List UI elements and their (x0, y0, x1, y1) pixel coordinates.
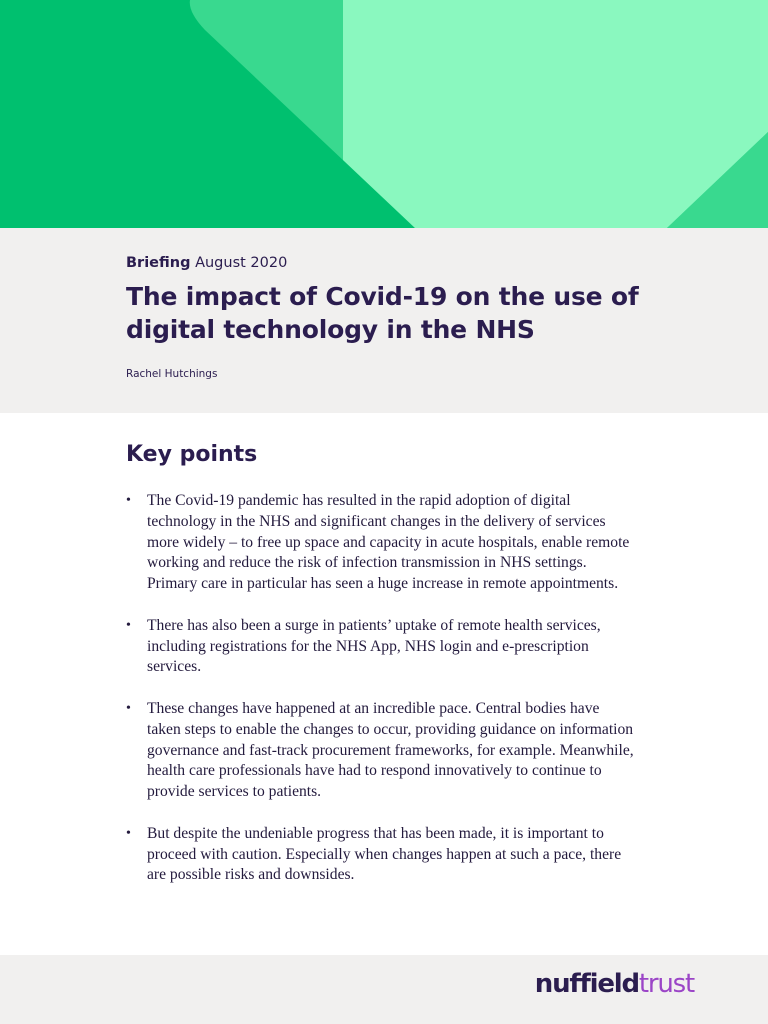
key-points-heading: Key points (126, 442, 258, 467)
cover-banner (0, 0, 768, 228)
key-point-text: These changes have happened at an incredible pace. Central bodies have taken steps to enable the changes to occur, providing guidance on information governance and fast-track procurement frameworks, for example. Meanwhile, health care professionals have had to respond innovatively to continue to provide services to patients. (147, 699, 634, 801)
bullet-icon: • (126, 825, 131, 841)
nuffield-trust-logo (535, 969, 694, 999)
banner-shapes (0, 0, 768, 228)
bullet-icon: • (126, 700, 131, 716)
bullet-icon: • (126, 617, 131, 633)
logo-text-nuffield: nuffield (534, 969, 639, 999)
key-point-item (126, 824, 636, 886)
key-point-text: There has also been a surge in patients’ uptake of remote health services, including registrations for the NHS App, NHS login and e-prescription services. (147, 616, 601, 676)
kicker-label: Briefing (126, 255, 191, 271)
briefing-kicker (126, 255, 287, 271)
document-title: The impact of Covid-19 on the use of digital technology in the NHS (126, 282, 639, 344)
key-point-item (126, 699, 636, 803)
logo-text-trust: trust (638, 969, 694, 999)
key-points-list (126, 491, 636, 886)
key-point-item (126, 491, 636, 595)
bullet-icon: • (126, 493, 131, 508)
key-point-item (126, 616, 636, 678)
key-point-text: The Covid-19 pandemic has resulted in the rapid adoption of digital technology in the NHS and significant changes in the delivery of services more widely – to free up space and capacity in acute hospitals, enable remote working and reduce the risk of infection transmission in NHS settings. Primary care in particular has seen a huge increase in remote appointments. (147, 492, 630, 593)
author-name: Rachel Hutchings (126, 368, 218, 380)
kicker-date: August 2020 (195, 255, 288, 271)
key-point-text: But despite the undeniable progress that has been made, it is important to proceed with caution. Especially when changes happen at such a pace, there are possible risks and downsides. (147, 824, 622, 884)
